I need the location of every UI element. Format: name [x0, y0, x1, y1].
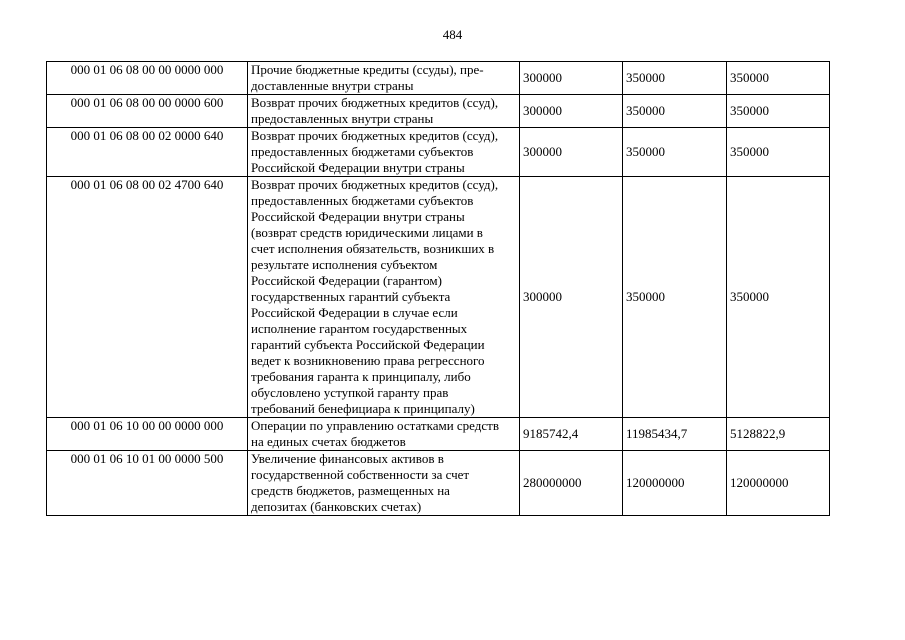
table-row: [47, 418, 830, 451]
budget-code-cell: 000 01 06 08 00 02 0000 640: [47, 128, 248, 177]
description-cell: Возврат прочих бюджетных кредитов (ссуд), предоставленных внутри страны: [248, 95, 520, 128]
amount-cell-1: 300000: [520, 95, 623, 128]
amount-cell-1: 280000000: [520, 451, 623, 516]
amount-cell-3: 350000: [727, 128, 830, 177]
budget-code-cell: 000 01 06 08 00 00 0000 600: [47, 95, 248, 128]
amount-cell-2: 11985434,7: [623, 418, 727, 451]
amount-cell-2: 350000: [623, 128, 727, 177]
budget-code-cell: 000 01 06 08 00 02 4700 640: [47, 177, 248, 418]
amount-cell-3: 5128822,9: [727, 418, 830, 451]
budget-table: [46, 61, 830, 516]
table-row: [47, 95, 830, 128]
table-row: [47, 128, 830, 177]
amount-cell-1: 300000: [520, 62, 623, 95]
amount-cell-1: 300000: [520, 177, 623, 418]
amount-cell-2: 350000: [623, 95, 727, 128]
description-cell: Возврат прочих бюджетных кредитов (ссуд), предоставленных бюджетами субъектов Российской Федерации внутри страны (возврат средств юридическими лицами в счет исполнения обязательств, возникших в результате исполнения субъектом Российской Федерации (гарантом) государственных гарантий субъекта Российской Федерации в случае если исполнение гарантом государственных гарантий субъекта Российской Федерации ведет к возникновению права регрессного требования гаранта к принципалу, либо обусловлено уступкой гаранту прав требований бенефициара к принципалу): [248, 177, 520, 418]
table-row: [47, 451, 830, 516]
amount-cell-3: 350000: [727, 177, 830, 418]
description-cell: Прочие бюджетные кредиты (ссуды), пре- доставленные внутри страны: [248, 62, 520, 95]
amount-cell-2: 120000000: [623, 451, 727, 516]
table-row: [47, 177, 830, 418]
budget-code-cell: 000 01 06 10 00 00 0000 000: [47, 418, 248, 451]
description-cell: Увеличение финансовых активов в государственной собственности за счет средств бюджетов, размещенных на депозитах (банковских счетах): [248, 451, 520, 516]
description-cell: Операции по управлению остатками средств на единых счетах бюджетов: [248, 418, 520, 451]
amount-cell-3: 350000: [727, 62, 830, 95]
table-row: [47, 62, 830, 95]
page-number: 484: [442, 27, 463, 42]
description-cell: Возврат прочих бюджетных кредитов (ссуд), предоставленных бюджетами субъектов Российской Федерации внутри страны: [248, 128, 520, 177]
budget-code-cell: 000 01 06 10 01 00 0000 500: [47, 451, 248, 516]
amount-cell-3: 120000000: [727, 451, 830, 516]
amount-cell-3: 350000: [727, 95, 830, 128]
amount-cell-1: 300000: [520, 128, 623, 177]
amount-cell-2: 350000: [623, 62, 727, 95]
amount-cell-1: 9185742,4: [520, 418, 623, 451]
budget-table-body: [47, 62, 830, 516]
amount-cell-2: 350000: [623, 177, 727, 418]
budget-code-cell: 000 01 06 08 00 00 0000 000: [47, 62, 248, 95]
